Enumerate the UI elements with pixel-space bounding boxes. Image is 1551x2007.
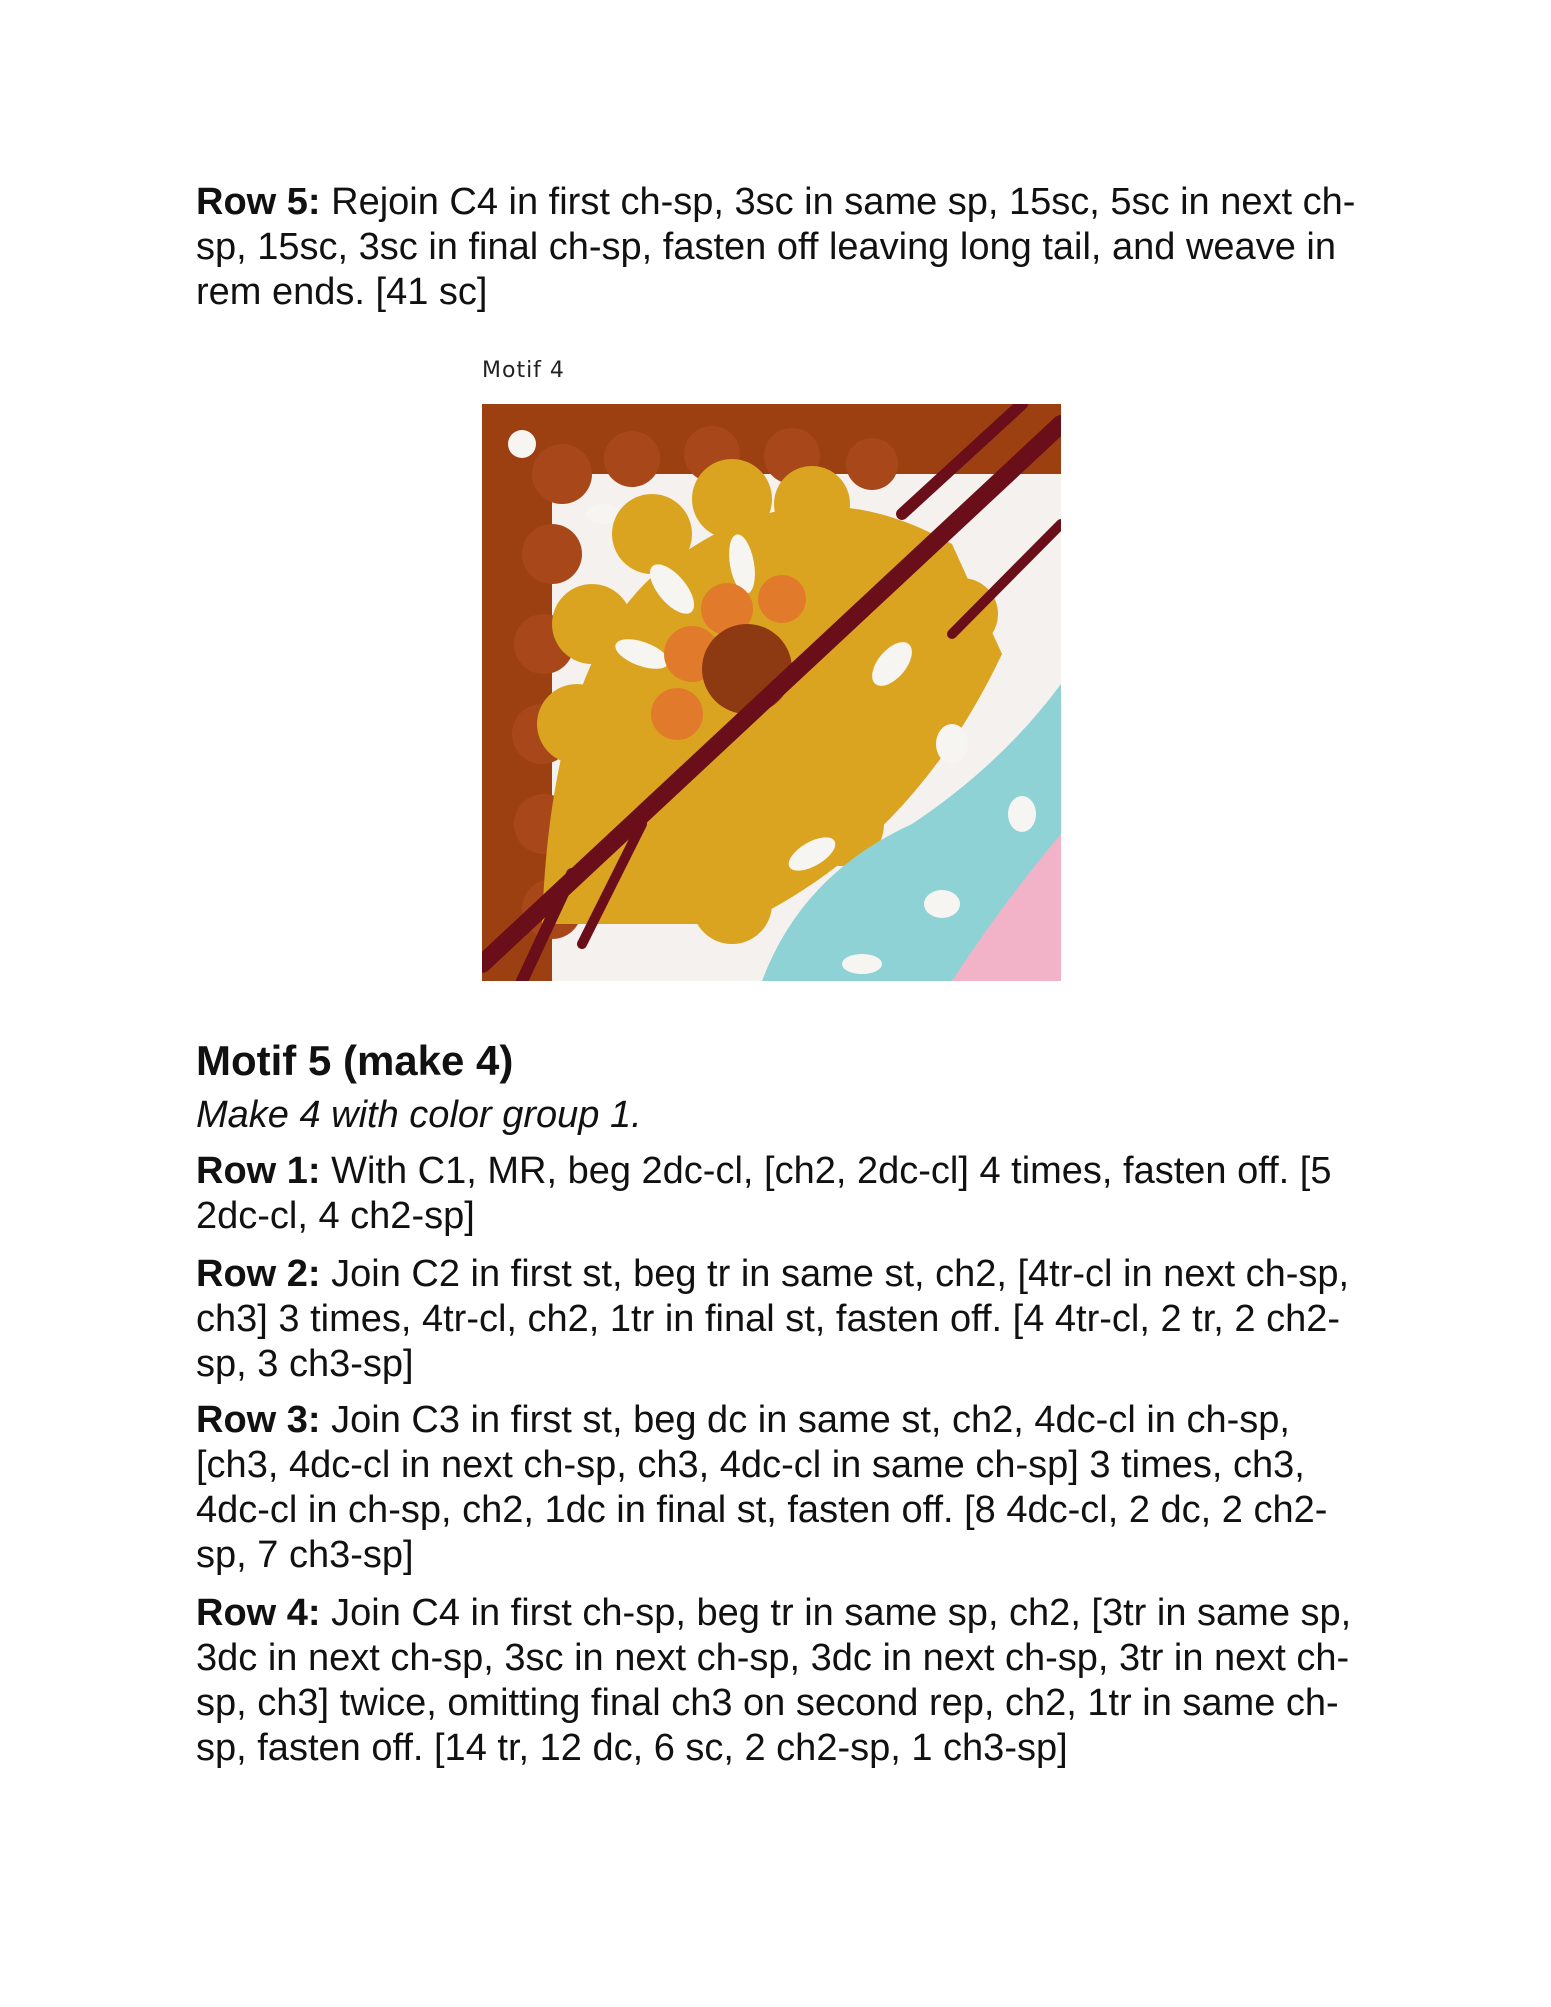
row3-paragraph [196, 1398, 1366, 1578]
row2-paragraph [196, 1252, 1366, 1387]
row-label: Row 3: [196, 1399, 321, 1441]
row5-paragraph [196, 180, 1366, 315]
motif4-photo [482, 404, 1061, 981]
row-text: Join C3 in first st, beg dc in same st, ch2, 4dc-cl in ch-sp, [ch3, 4dc-cl in next ch-sp, ch3, 4dc-cl in same ch-sp] 3 times, ch3, 4dc-cl in ch-sp, ch2, 1dc in final st, fasten off. [8 4dc-cl, 2 dc, 2 ch2-sp, 7 ch3-sp] [196, 1399, 1328, 1576]
section-heading: Motif 5 (make 4) [196, 1037, 514, 1084]
row-text: Join C2 in first st, beg tr in same st, ch2, [4tr-cl in next ch-sp, ch3] 3 times, 4tr-cl, ch2, 1tr in final st, fasten off. [4 4tr-cl, 2 tr, 2 ch2-sp, 3 ch3-sp] [196, 1253, 1350, 1385]
row-label: Row 2: [196, 1253, 321, 1295]
row1-paragraph [196, 1149, 1366, 1239]
row4-paragraph [196, 1591, 1366, 1771]
figure-caption: Motif 4 [482, 358, 565, 383]
color-group-note: Make 4 with color group 1. [196, 1094, 642, 1136]
row-label: Row 5: [196, 181, 321, 223]
row-label: Row 4: [196, 1592, 321, 1634]
row-text: With C1, MR, beg 2dc-cl, [ch2, 2dc-cl] 4 times, fasten off. [5 2dc-cl, 4 ch2-sp] [196, 1150, 1332, 1237]
row-text: Rejoin C4 in first ch-sp, 3sc in same sp, 15sc, 5sc in next ch-sp, 15sc, 3sc in final ch-sp, fasten off leaving long tail, and weave in rem ends. [41 sc] [196, 181, 1356, 313]
row-label: Row 1: [196, 1150, 321, 1192]
row-text: Join C4 in first ch-sp, beg tr in same sp, ch2, [3tr in same sp, 3dc in next ch-sp, 3sc in next ch-sp, 3dc in next ch-sp, 3tr in next ch-sp, ch3] twice, omitting final ch3 on second rep, ch2, 1tr in same ch-sp, fasten off. [14 tr, 12 dc, 6 sc, 2 ch2-sp, 1 ch3-sp] [196, 1592, 1352, 1769]
